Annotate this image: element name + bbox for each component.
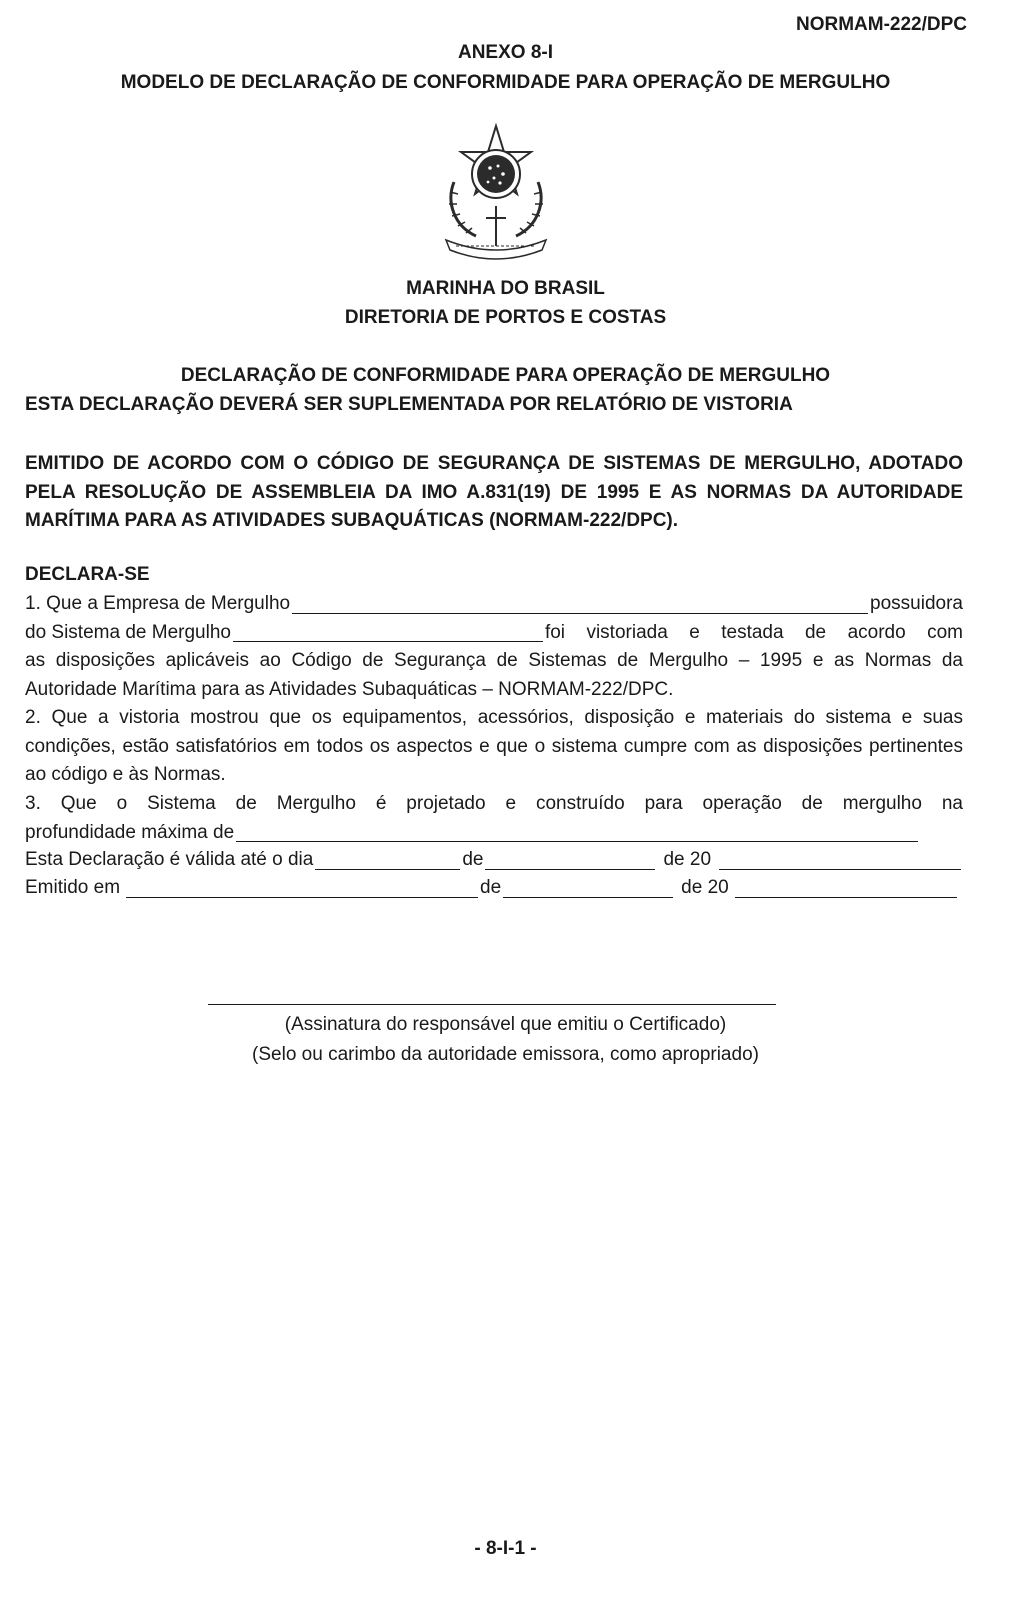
item1-provisions-text: as disposições aplicáveis ao Código de Segurança de Sistemas de Mergulho – 1995 e as Normas da Autoridade Marítima para as Atividades Subaquáticas – NORMAM-222/DPC. (25, 650, 963, 700)
declara-heading: DECLARA-SE (25, 564, 150, 585)
declaration-title: DECLARAÇÃO DE CONFORMIDADE PARA OPERAÇÃO DE MERGULHO (180, 365, 831, 386)
issued-month-field[interactable] (503, 877, 673, 898)
item3-depth-label: profundidade máxima de (25, 821, 235, 843)
organization-name: MARINHA DO BRASIL (406, 278, 605, 299)
item1-inspected-label: foi vistoriada e testada de acordo com (544, 621, 963, 643)
signature-caption: (Assinatura do responsável que emitiu o Certificado) (284, 1014, 727, 1035)
brazil-coat-of-arms-icon (432, 122, 560, 262)
validity-row (25, 846, 963, 875)
valid-year-field[interactable] (719, 849, 961, 870)
signature-line[interactable] (208, 1004, 776, 1005)
annex-title: ANEXO 8-I (457, 42, 554, 63)
page-number: - 8-I-1 - (474, 1538, 537, 1559)
declaration-item-2: 2. Que a vistoria mostrou que os equipamentos, acessórios, disposição e materiais do sistema e suas condições, estão satisfatórios em todos os aspectos e que o sistema cumpre com as disposições pertinentes ao código e às Normas. (25, 707, 963, 785)
max-depth-field[interactable] (236, 821, 918, 842)
valid-month-field[interactable] (485, 849, 655, 870)
valid-de-label: de (462, 849, 484, 870)
document-code: NORMAM-222/DPC (795, 14, 967, 35)
issued-under-paragraph: EMITIDO DE ACORDO COM O CÓDIGO DE SEGURANÇA DE SISTEMAS DE MERGULHO, ADOTADO PELA RESOLUÇÃO DE ASSEMBLEIA DA IMO A.831(19) DE 1995 E AS NORMAS DA AUTORIDADE MARÍTIMA PARA AS ATIVIDADES SUBAQUÁTICAS (NORMAM-222/DPC). (25, 453, 963, 531)
valid-de20-label: de 20 (663, 849, 712, 870)
organization-directorate: DIRETORIA DE PORTOS E COSTAS (344, 307, 667, 328)
issued-day-field[interactable] (126, 877, 478, 898)
issued-on-label: Emitido em (25, 877, 121, 898)
seal-caption: (Selo ou carimbo da autoridade emissora, como apropriado) (252, 1044, 759, 1065)
diving-system-field[interactable] (233, 621, 543, 642)
company-name-field[interactable] (292, 593, 868, 614)
declaration-item-1 (25, 590, 963, 704)
item3-system-text: 3. Que o Sistema de Mergulho é projetado e construído para operação de mergulho na (25, 793, 963, 814)
annex-subtitle: MODELO DE DECLARAÇÃO DE CONFORMIDADE PARA OPERAÇÃO DE MERGULHO (120, 72, 891, 93)
valid-day-field[interactable] (315, 849, 460, 870)
declaration-item-3 (25, 790, 963, 847)
issued-row (25, 874, 963, 903)
valid-until-label: Esta Declaração é válida até o dia (25, 849, 314, 870)
issued-de-label: de (480, 877, 502, 898)
issued-year-field[interactable] (735, 877, 957, 898)
item1-company-label: 1. Que a Empresa de Mergulho (25, 593, 291, 614)
supplement-note: ESTA DECLARAÇÃO DEVERÁ SER SUPLEMENTADA POR RELATÓRIO DE VISTORIA (25, 394, 793, 415)
item1-owner-label: possuidora (870, 593, 963, 614)
item1-system-label: do Sistema de Mergulho (25, 621, 231, 643)
issued-de20-label: de 20 (681, 877, 729, 898)
